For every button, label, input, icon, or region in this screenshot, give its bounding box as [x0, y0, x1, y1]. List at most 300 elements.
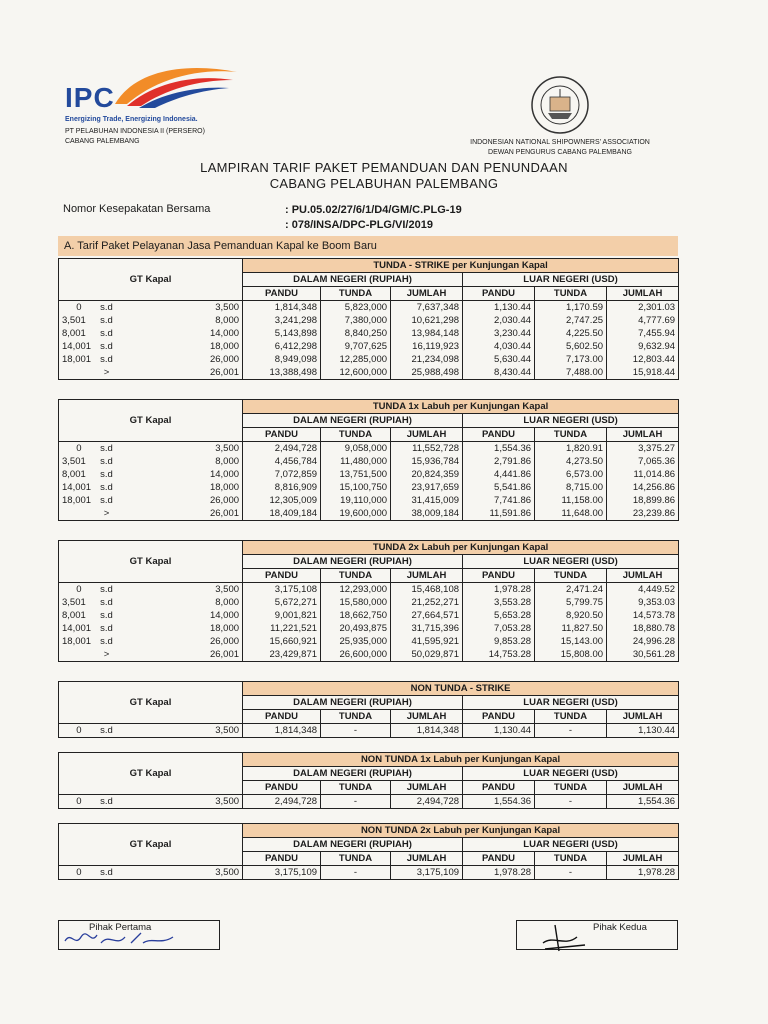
cell-ln-jumlah: 9,353.03	[607, 596, 679, 609]
gt-separator: s.d	[100, 456, 113, 467]
table-row	[59, 353, 679, 366]
table-row	[59, 609, 679, 622]
cell-dn-jumlah: 31,715,396	[391, 622, 463, 635]
cell-dn-tunda: 9,058,000	[321, 442, 391, 456]
table-row	[59, 635, 679, 648]
gt-separator: s.d	[100, 302, 113, 313]
cell-ln-tunda: 15,808.00	[535, 648, 607, 662]
cell-ln-tunda: 11,648.00	[535, 507, 607, 521]
cell-dn-jumlah: 15,468,108	[391, 583, 463, 597]
cell-ln-jumlah: 24,996.28	[607, 635, 679, 648]
cell-ln-pandu: 1,130.44	[463, 724, 535, 738]
cell-dn-jumlah: 50,029,871	[391, 648, 463, 662]
company-name	[65, 127, 205, 147]
cell-dn-jumlah: 16,119,923	[391, 340, 463, 353]
column-header-pandu: PANDU	[463, 569, 535, 583]
dalam-negeri-header: DALAM NEGERI (RUPIAH)	[243, 767, 463, 781]
cell-ln-jumlah: 1,130.44	[607, 724, 679, 738]
cell-ln-pandu: 14,753.28	[463, 648, 535, 662]
rate-table	[58, 258, 679, 380]
cell-ln-jumlah: 4,777.69	[607, 314, 679, 327]
agreement-numbers	[285, 203, 462, 233]
table-row	[59, 795, 679, 809]
cell-ln-jumlah: 18,899.86	[607, 494, 679, 507]
cell-ln-tunda: -	[535, 866, 607, 880]
gt-separator: s.d	[100, 610, 113, 621]
gt-separator: s.d	[85, 795, 129, 809]
cell-dn-jumlah: 15,936,784	[391, 455, 463, 468]
cell-dn-tunda: -	[321, 795, 391, 809]
gt-to: 26,000	[129, 494, 243, 507]
cell-dn-pandu: 23,429,871	[243, 648, 321, 662]
gt-to: 14,000	[129, 468, 243, 481]
table-row	[59, 340, 679, 353]
column-header-tunda: TUNDA	[321, 781, 391, 795]
gt-separator: s.d	[100, 443, 113, 454]
cell-dn-tunda: 12,600,000	[321, 366, 391, 380]
cell-dn-tunda: -	[321, 724, 391, 738]
gt-separator: s.d	[85, 724, 129, 738]
cell-ln-jumlah: 11,014.86	[607, 468, 679, 481]
gt-to: 8,000	[129, 314, 243, 327]
gt-from: 18,001	[59, 494, 85, 507]
column-header-pandu: PANDU	[243, 428, 321, 442]
cell-dn-tunda: 15,580,000	[321, 596, 391, 609]
column-header-pandu: PANDU	[463, 428, 535, 442]
table-row	[59, 648, 679, 662]
ipc-swoosh-icon	[105, 60, 245, 110]
tagline: Energizing Trade, Energizing Indonesia.	[65, 116, 198, 123]
cell-ln-pandu: 2,030.44	[463, 314, 535, 327]
luar-negeri-header: LUAR NEGERI (USD)	[463, 696, 679, 710]
gt-to: 26,000	[129, 635, 243, 648]
gt-kapal-header: GT Kapal	[59, 541, 243, 583]
column-header-jumlah: JUMLAH	[607, 287, 679, 301]
column-header-tunda: TUNDA	[535, 852, 607, 866]
cell-dn-jumlah: 21,234,098	[391, 353, 463, 366]
gt-from	[59, 366, 85, 380]
column-header-tunda: TUNDA	[535, 710, 607, 724]
table-row	[59, 583, 679, 597]
gt-separator: s.d	[100, 597, 113, 608]
cell-ln-tunda: 2,747.25	[535, 314, 607, 327]
cell-dn-tunda: 12,293,000	[321, 583, 391, 597]
column-header-pandu: PANDU	[463, 781, 535, 795]
table-row	[59, 622, 679, 635]
page-title	[0, 160, 768, 192]
dalam-negeri-header: DALAM NEGERI (RUPIAH)	[243, 838, 463, 852]
title-line-2: CABANG PELABUHAN PALEMBANG	[269, 176, 499, 191]
cell-dn-jumlah: 20,824,359	[391, 468, 463, 481]
cell-dn-tunda: 7,380,000	[321, 314, 391, 327]
gt-to: 18,000	[129, 340, 243, 353]
gt-from: 18,001	[59, 635, 85, 648]
insa-block	[440, 75, 680, 158]
cell-dn-jumlah: 31,415,009	[391, 494, 463, 507]
cell-ln-pandu: 5,541.86	[463, 481, 535, 494]
cell-dn-pandu: 2,494,728	[243, 442, 321, 456]
cell-dn-tunda: 15,100,750	[321, 481, 391, 494]
column-header-jumlah: JUMLAH	[607, 852, 679, 866]
column-header-tunda: TUNDA	[321, 428, 391, 442]
cell-ln-pandu: 11,591.86	[463, 507, 535, 521]
cell-dn-tunda: -	[321, 866, 391, 880]
rate-table	[58, 681, 679, 738]
cell-ln-tunda: 11,158.00	[535, 494, 607, 507]
gt-from: 0	[59, 442, 85, 456]
cell-ln-tunda: 4,225.50	[535, 327, 607, 340]
luar-negeri-header: LUAR NEGERI (USD)	[463, 273, 679, 287]
column-header-pandu: PANDU	[463, 852, 535, 866]
column-header-pandu: PANDU	[243, 781, 321, 795]
ipc-logo-text: IPC	[65, 82, 115, 113]
column-header-jumlah: JUMLAH	[607, 569, 679, 583]
cell-dn-pandu: 3,175,108	[243, 583, 321, 597]
gt-from: 3,501	[59, 455, 85, 468]
cell-dn-tunda: 25,935,000	[321, 635, 391, 648]
gt-to: 8,000	[129, 455, 243, 468]
column-header-tunda: TUNDA	[535, 428, 607, 442]
cell-dn-pandu: 8,949,098	[243, 353, 321, 366]
table-row	[59, 455, 679, 468]
gt-to: 3,500	[129, 583, 243, 597]
table-caption: NON TUNDA - STRIKE	[243, 682, 679, 696]
cell-dn-pandu: 18,409,184	[243, 507, 321, 521]
gt-to: 8,000	[129, 596, 243, 609]
cell-ln-jumlah: 7,455.94	[607, 327, 679, 340]
gt-to: 26,000	[129, 353, 243, 366]
gt-to: 3,500	[129, 442, 243, 456]
cell-dn-jumlah: 23,917,659	[391, 481, 463, 494]
column-header-tunda: TUNDA	[535, 569, 607, 583]
cell-dn-tunda: 19,600,000	[321, 507, 391, 521]
cell-dn-jumlah: 3,175,109	[391, 866, 463, 880]
table-row	[59, 442, 679, 456]
cell-dn-pandu: 1,814,348	[243, 724, 321, 738]
column-header-jumlah: JUMLAH	[391, 852, 463, 866]
company-line-1: PT PELABUHAN INDONESIA II (PERSERO)	[65, 128, 205, 135]
ipc-logo	[65, 60, 225, 150]
gt-separator: s.d	[100, 636, 113, 647]
agreement-number-1: : PU.05.02/27/6/1/D4/GM/C.PLG-19	[285, 204, 462, 216]
gt-from: 0	[59, 724, 85, 738]
cell-dn-pandu: 1,814,348	[243, 301, 321, 315]
gt-to: 3,500	[129, 866, 243, 880]
gt-to: 26,001	[129, 366, 243, 380]
cell-ln-tunda: 5,799.75	[535, 596, 607, 609]
rate-table	[58, 399, 679, 521]
cell-ln-pandu: 9,853.28	[463, 635, 535, 648]
cell-dn-pandu: 7,072,859	[243, 468, 321, 481]
cell-dn-pandu: 12,305,009	[243, 494, 321, 507]
cell-ln-tunda: 11,827.50	[535, 622, 607, 635]
gt-from: 14,001	[59, 340, 85, 353]
cell-dn-tunda: 9,707,625	[321, 340, 391, 353]
cell-ln-jumlah: 30,561.28	[607, 648, 679, 662]
cell-dn-pandu: 15,660,921	[243, 635, 321, 648]
column-header-pandu: PANDU	[243, 852, 321, 866]
column-header-tunda: TUNDA	[535, 781, 607, 795]
column-header-jumlah: JUMLAH	[607, 781, 679, 795]
cell-dn-pandu: 5,672,271	[243, 596, 321, 609]
luar-negeri-header: LUAR NEGERI (USD)	[463, 767, 679, 781]
column-header-tunda: TUNDA	[321, 287, 391, 301]
column-header-pandu: PANDU	[463, 710, 535, 724]
cell-ln-tunda: 15,143.00	[535, 635, 607, 648]
gt-from: 0	[59, 795, 85, 809]
cell-ln-pandu: 1,978.28	[463, 866, 535, 880]
cell-ln-pandu: 3,230.44	[463, 327, 535, 340]
handwritten-signature-icon	[525, 921, 605, 955]
signature-second-party	[516, 920, 678, 950]
cell-ln-jumlah: 1,978.28	[607, 866, 679, 880]
gt-to: 18,000	[129, 622, 243, 635]
column-header-pandu: PANDU	[463, 287, 535, 301]
gt-kapal-header: GT Kapal	[59, 824, 243, 866]
gt-separator: >	[85, 366, 129, 380]
cell-ln-pandu: 4,030.44	[463, 340, 535, 353]
cell-ln-tunda: 6,573.00	[535, 468, 607, 481]
cell-ln-jumlah: 1,554.36	[607, 795, 679, 809]
cell-ln-pandu: 8,430.44	[463, 366, 535, 380]
gt-to: 26,001	[129, 507, 243, 521]
column-header-jumlah: JUMLAH	[391, 569, 463, 583]
gt-kapal-header: GT Kapal	[59, 400, 243, 442]
cell-ln-tunda: 7,488.00	[535, 366, 607, 380]
column-header-pandu: PANDU	[243, 287, 321, 301]
cell-ln-jumlah: 14,256.86	[607, 481, 679, 494]
cell-ln-pandu: 7,741.86	[463, 494, 535, 507]
cell-ln-pandu: 5,630.44	[463, 353, 535, 366]
cell-ln-pandu: 1,978.28	[463, 583, 535, 597]
cell-dn-jumlah: 1,814,348	[391, 724, 463, 738]
gt-from: 8,001	[59, 609, 85, 622]
signature-first-label: Pihak Pertama	[89, 922, 152, 933]
cell-dn-jumlah: 2,494,728	[391, 795, 463, 809]
cell-dn-tunda: 13,751,500	[321, 468, 391, 481]
cell-dn-jumlah: 41,595,921	[391, 635, 463, 648]
dalam-negeri-header: DALAM NEGERI (RUPIAH)	[243, 555, 463, 569]
luar-negeri-header: LUAR NEGERI (USD)	[463, 555, 679, 569]
cell-dn-tunda: 26,600,000	[321, 648, 391, 662]
gt-separator: >	[85, 507, 129, 521]
cell-ln-pandu: 5,653.28	[463, 609, 535, 622]
rate-table	[58, 540, 679, 662]
gt-from: 3,501	[59, 596, 85, 609]
column-header-tunda: TUNDA	[321, 710, 391, 724]
column-header-tunda: TUNDA	[321, 569, 391, 583]
cell-ln-jumlah: 23,239.86	[607, 507, 679, 521]
cell-dn-jumlah: 10,621,298	[391, 314, 463, 327]
insa-seal-icon	[518, 75, 602, 135]
gt-from: 0	[59, 583, 85, 597]
gt-to: 14,000	[129, 609, 243, 622]
cell-ln-pandu: 2,791.86	[463, 455, 535, 468]
cell-dn-pandu: 6,412,298	[243, 340, 321, 353]
table-row	[59, 327, 679, 340]
gt-kapal-header: GT Kapal	[59, 753, 243, 795]
cell-dn-jumlah: 13,984,148	[391, 327, 463, 340]
column-header-jumlah: JUMLAH	[391, 781, 463, 795]
cell-dn-pandu: 11,221,521	[243, 622, 321, 635]
cell-ln-jumlah: 7,065.36	[607, 455, 679, 468]
table-caption: TUNDA 1x Labuh per Kunjungan Kapal	[243, 400, 679, 414]
column-header-tunda: TUNDA	[321, 852, 391, 866]
column-header-jumlah: JUMLAH	[607, 428, 679, 442]
column-header-pandu: PANDU	[243, 710, 321, 724]
column-header-jumlah: JUMLAH	[391, 710, 463, 724]
cell-dn-jumlah: 38,009,184	[391, 507, 463, 521]
table-row	[59, 507, 679, 521]
table-row	[59, 366, 679, 380]
gt-to: 3,500	[129, 301, 243, 315]
cell-dn-tunda: 12,285,000	[321, 353, 391, 366]
table-row	[59, 724, 679, 738]
cell-ln-tunda: 1,170.59	[535, 301, 607, 315]
cell-ln-jumlah: 18,880.78	[607, 622, 679, 635]
cell-ln-pandu: 7,053.28	[463, 622, 535, 635]
gt-from: 14,001	[59, 481, 85, 494]
table-caption: TUNDA - STRIKE per Kunjungan Kapal	[243, 259, 679, 273]
cell-ln-pandu: 3,553.28	[463, 596, 535, 609]
rate-table	[58, 752, 679, 809]
gt-separator: s.d	[100, 354, 113, 365]
cell-ln-jumlah: 4,449.52	[607, 583, 679, 597]
cell-ln-pandu: 4,441.86	[463, 468, 535, 481]
cell-dn-jumlah: 27,664,571	[391, 609, 463, 622]
cell-dn-jumlah: 25,988,498	[391, 366, 463, 380]
table-row	[59, 468, 679, 481]
luar-negeri-header: LUAR NEGERI (USD)	[463, 838, 679, 852]
gt-to: 3,500	[129, 795, 243, 809]
cell-ln-jumlah: 15,918.44	[607, 366, 679, 380]
signature-first-party	[58, 920, 220, 950]
gt-from	[59, 648, 85, 662]
cell-ln-jumlah: 12,803.44	[607, 353, 679, 366]
cell-ln-jumlah: 2,301.03	[607, 301, 679, 315]
cell-ln-pandu: 1,554.36	[463, 442, 535, 456]
gt-separator: s.d	[85, 866, 129, 880]
cell-dn-pandu: 3,241,298	[243, 314, 321, 327]
signature-second-label: Pihak Kedua	[593, 922, 647, 933]
cell-dn-pandu: 3,175,109	[243, 866, 321, 880]
table-row	[59, 596, 679, 609]
cell-dn-pandu: 5,143,898	[243, 327, 321, 340]
column-header-jumlah: JUMLAH	[607, 710, 679, 724]
agreement-label: Nomor Kesepakatan Bersama	[63, 203, 211, 215]
gt-separator: s.d	[100, 328, 113, 339]
cell-ln-tunda: -	[535, 795, 607, 809]
handwritten-signature-icon	[61, 927, 181, 951]
column-header-tunda: TUNDA	[535, 287, 607, 301]
gt-from: 8,001	[59, 327, 85, 340]
gt-to: 3,500	[129, 724, 243, 738]
cell-ln-pandu: 1,130.44	[463, 301, 535, 315]
cell-ln-tunda: 2,471.24	[535, 583, 607, 597]
company-line-2: CABANG PALEMBANG	[65, 138, 140, 145]
table-row	[59, 481, 679, 494]
cell-ln-tunda: 4,273.50	[535, 455, 607, 468]
gt-from: 18,001	[59, 353, 85, 366]
column-header-jumlah: JUMLAH	[391, 287, 463, 301]
dalam-negeri-header: DALAM NEGERI (RUPIAH)	[243, 414, 463, 428]
cell-ln-tunda: 7,173.00	[535, 353, 607, 366]
cell-ln-tunda: -	[535, 724, 607, 738]
table-row	[59, 301, 679, 315]
luar-negeri-header: LUAR NEGERI (USD)	[463, 414, 679, 428]
gt-separator: s.d	[100, 469, 113, 480]
cell-dn-pandu: 8,816,909	[243, 481, 321, 494]
cell-dn-jumlah: 11,552,728	[391, 442, 463, 456]
gt-from: 0	[59, 866, 85, 880]
cell-dn-pandu: 9,001,821	[243, 609, 321, 622]
gt-from: 14,001	[59, 622, 85, 635]
cell-ln-tunda: 5,602.50	[535, 340, 607, 353]
gt-from	[59, 507, 85, 521]
table-row	[59, 314, 679, 327]
cell-dn-pandu: 4,456,784	[243, 455, 321, 468]
gt-separator: s.d	[100, 482, 113, 493]
assoc-line-2: DEWAN PENGURUS CABANG PALEMBANG	[488, 149, 632, 156]
gt-from: 0	[59, 301, 85, 315]
table-caption: NON TUNDA 1x Labuh per Kunjungan Kapal	[243, 753, 679, 767]
table-row	[59, 494, 679, 507]
cell-ln-jumlah: 14,573.78	[607, 609, 679, 622]
cell-ln-jumlah: 3,375.27	[607, 442, 679, 456]
cell-dn-jumlah: 7,637,348	[391, 301, 463, 315]
cell-dn-tunda: 8,840,250	[321, 327, 391, 340]
gt-from: 8,001	[59, 468, 85, 481]
table-row	[59, 866, 679, 880]
gt-kapal-header: GT Kapal	[59, 259, 243, 301]
cell-dn-tunda: 11,480,000	[321, 455, 391, 468]
cell-dn-tunda: 19,110,000	[321, 494, 391, 507]
gt-separator: >	[85, 648, 129, 662]
cell-dn-pandu: 13,388,498	[243, 366, 321, 380]
cell-dn-pandu: 2,494,728	[243, 795, 321, 809]
cell-dn-tunda: 20,493,875	[321, 622, 391, 635]
gt-separator: s.d	[100, 341, 113, 352]
dalam-negeri-header: DALAM NEGERI (RUPIAH)	[243, 273, 463, 287]
gt-to: 18,000	[129, 481, 243, 494]
agreement-number-2: : 078/INSA/DPC-PLG/VI/2019	[285, 219, 433, 231]
table-caption: TUNDA 2x Labuh per Kunjungan Kapal	[243, 541, 679, 555]
cell-ln-tunda: 8,920.50	[535, 609, 607, 622]
gt-kapal-header: GT Kapal	[59, 682, 243, 724]
gt-to: 26,001	[129, 648, 243, 662]
section-a-heading: A. Tarif Paket Pelayanan Jasa Pemanduan Kapal ke Boom Baru	[58, 236, 678, 256]
cell-dn-jumlah: 21,252,271	[391, 596, 463, 609]
column-header-pandu: PANDU	[243, 569, 321, 583]
cell-dn-tunda: 5,823,000	[321, 301, 391, 315]
cell-dn-tunda: 18,662,750	[321, 609, 391, 622]
cell-ln-jumlah: 9,632.94	[607, 340, 679, 353]
gt-separator: s.d	[100, 495, 113, 506]
cell-ln-pandu: 1,554.36	[463, 795, 535, 809]
cell-ln-tunda: 8,715.00	[535, 481, 607, 494]
gt-from: 3,501	[59, 314, 85, 327]
title-line-1: LAMPIRAN TARIF PAKET PEMANDUAN DAN PENUNDAAN	[200, 160, 568, 175]
gt-separator: s.d	[100, 584, 113, 595]
cell-ln-tunda: 1,820.91	[535, 442, 607, 456]
gt-separator: s.d	[100, 315, 113, 326]
gt-separator: s.d	[100, 623, 113, 634]
column-header-jumlah: JUMLAH	[391, 428, 463, 442]
assoc-line-1: INDONESIAN NATIONAL SHIPOWNERS' ASSOCIATION	[470, 139, 650, 146]
gt-to: 14,000	[129, 327, 243, 340]
rate-table	[58, 823, 679, 880]
dalam-negeri-header: DALAM NEGERI (RUPIAH)	[243, 696, 463, 710]
